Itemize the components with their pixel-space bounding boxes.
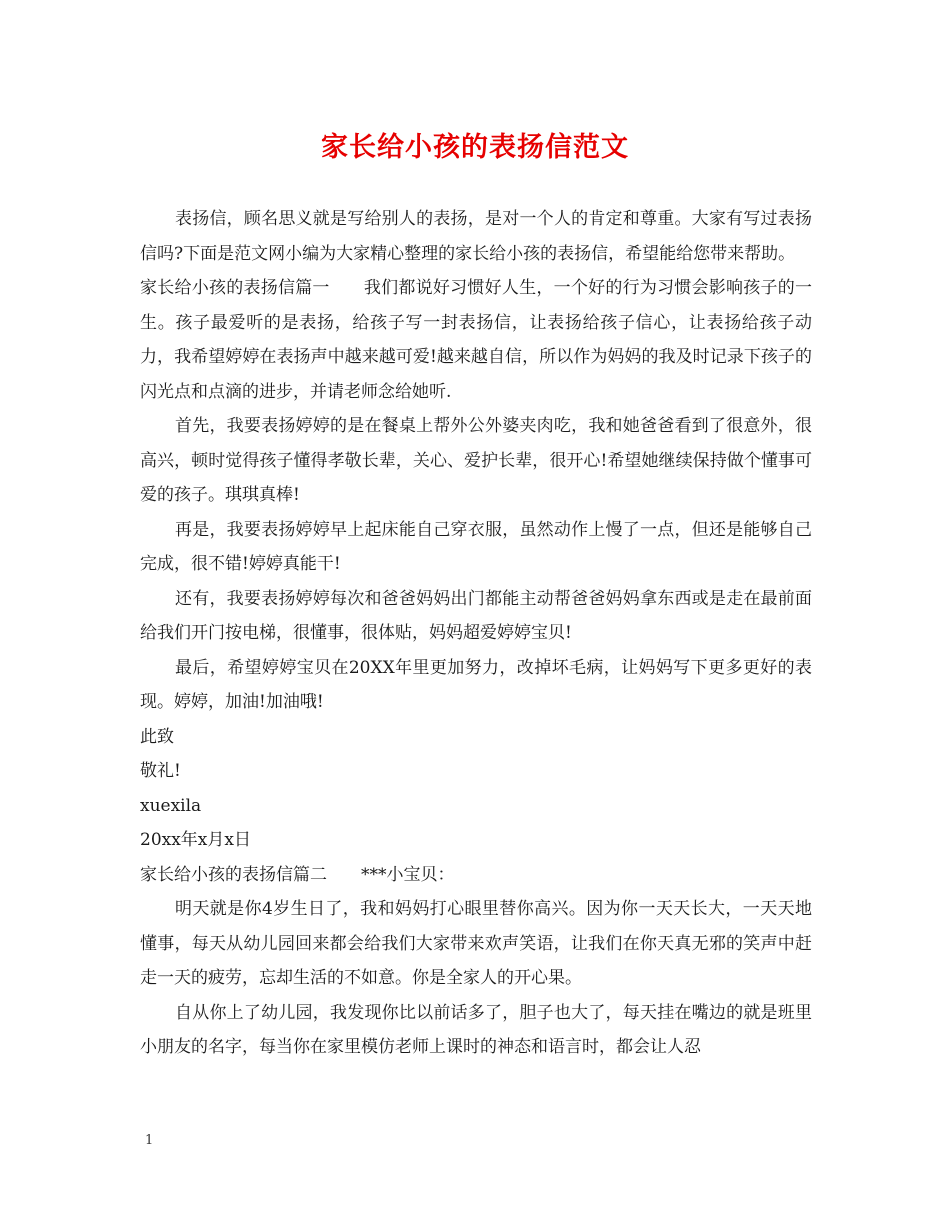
- letter-one-paragraph-3: 还有，我要表扬婷婷每次和爸爸妈妈出门都能主动帮爸爸妈妈拿东西或是走在最前面给我们开门按电梯，很懂事，很体贴，妈妈超爱婷婷宝贝!: [140, 588, 812, 643]
- letter-one-paragraph-1: 首先，我要表扬婷婷的是在餐桌上帮外公外婆夹肉吃，我和她爸爸看到了很意外，很高兴，顿时觉得孩子懂得孝敬长辈，关心、爱护长辈，很开心!希望她继续保持做个懂事可爱的孩子。琪琪真棒!: [140, 416, 812, 505]
- letter-two-heading: 家长给小孩的表扬信篇二: [140, 864, 327, 885]
- page-number: 1: [145, 1133, 154, 1148]
- letter-two-paragraph-2: 自从你上了幼儿园，我发现你比以前话多了，胆子也大了，每天挂在嘴边的就是班里小朋友的名字，每当你在家里模仿老师上课时的神态和语言时，都会让人忍: [140, 1002, 812, 1057]
- document-body: [140, 202, 812, 1065]
- letter-two-heading-line: [140, 858, 812, 893]
- intro-paragraph: 表扬信，顾名思义就是写给别人的表扬，是对一个人的肯定和尊重。大家有写过表扬信吗?下面是范文网小编为大家精心整理的家长给小孩的表扬信，希望能给您带来帮助。: [140, 209, 812, 264]
- letter-one-paragraph: [140, 271, 812, 409]
- letter-two-paragraph-1: 明天就是你4岁生日了，我和妈妈打心眼里替你高兴。因为你一天天长大，一天天地懂事，每天从幼儿园回来都会给我们大家带来欢声笑语，让我们在你天真无邪的笑声中赶走一天的疲劳，忘却生活的不如意。你是全家人的开心果。: [140, 899, 812, 988]
- letter-date: 20xx年x月x日: [140, 830, 251, 850]
- document-title: 家长给小孩的表扬信范文: [321, 132, 629, 163]
- letter-two-salutation: ***小宝贝：: [361, 864, 455, 885]
- signature: xuexila: [140, 795, 202, 816]
- letter-one-opening: 我们都说好习惯好人生，一个好的行为习惯会影响孩子的一生。孩子最爱听的是表扬，给孩子写一封表扬信，让表扬给孩子信心，让表扬给孩子动力，我希望婷婷在表扬声中越来越可爱!越来越自信，所以作为妈妈的我及时记录下孩子的闪光点和点滴的进步，并请老师念给她听.: [140, 278, 813, 402]
- closing-line-2: 敬礼!: [140, 761, 181, 781]
- letter-one-paragraph-4: 最后，希望婷婷宝贝在20XX年里更加努力，改掉坏毛病，让妈妈写下更多更好的表现。婷婷，加油!加油哦!: [140, 657, 812, 712]
- closing-line-1: 此致: [140, 726, 174, 747]
- letter-one-paragraph-2: 再是，我要表扬婷婷早上起床能自己穿衣服，虽然动作上慢了一点，但还是能够自己完成，很不错!婷婷真能干!: [140, 519, 812, 574]
- letter-one-heading: 家长给小孩的表扬信篇一: [140, 278, 330, 298]
